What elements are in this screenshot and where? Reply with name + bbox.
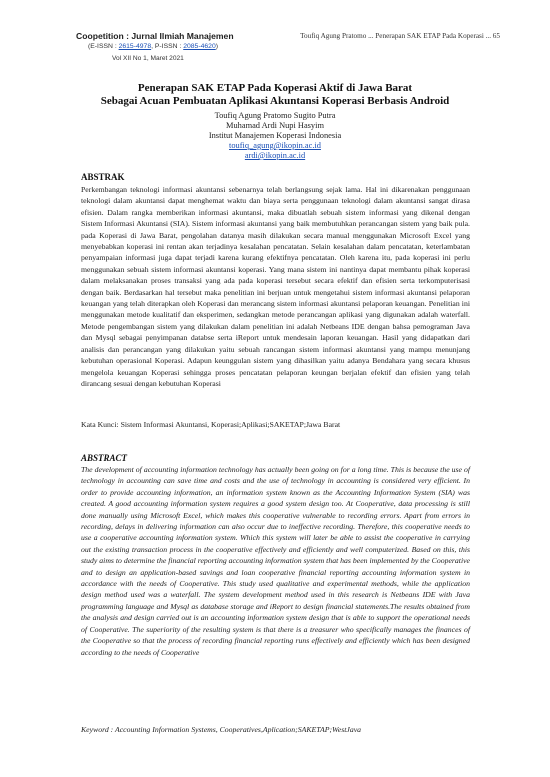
author-2: Muhamad Ardi Nupi Hasyim bbox=[226, 121, 324, 130]
journal-name: Coopetition : Jurnal Ilmiah Manajemen bbox=[76, 31, 234, 41]
abstrak-heading: ABSTRAK bbox=[81, 172, 125, 182]
abstrak-text: Perkembangan teknologi informasi akuntansi sebenarnya telah berlangsung sejak lama. Hal ini dikarenakan penggunaan teknologi dalam akuntansi dapat menghemat waktu dan biaya serta penggunaan teknologi dalam akuntansi sangat dirasa efisien. Dalam rangka memberikan informasi akuntansi, maka dibuatlah sebuah sistem informasi yang dikenal dengan Sistem Informasi Akuntansi (SIA). Sistem informasi akuntansi yang baik membutuhkan perancangan sistem yang baik pula. pada Koperasi di Jawa Barat, pengolahan datanya masih dilakukan secara manual menggunakan Microsoft Excel yang menyebabkan koperasi ini rentan akan terjadinya kesalahan pencatatan. Selain kesalahan dalam pencatatan, keterlambatan penyampaian informasi juga dapat terjadi karena kurang efektifnya pencatatan. Oleh karena itu, pada koperasi ini perlu menggunakan sebuah sistem informasi akuntansi koperasi. Yang mana sistem ini nantinya dapat membantu pihak koperasi dalam melaksanakan proses transaksi yang ada pada koperasi tersebut secara efektif dan efisien serta terkomputerisasi dengan baik. Berdasarkan hal tersebut maka penelitian ini berjuan untuk mengetahui sistem informasi akuntansi pelaporan keuangan yang telah diterapkan oleh Koperasi dan merancang sistem informasi akuntansi pelaporan keuangan. Penelitian ini menggunakan metode kualitatif dan eksperimen, sedangkan metode perancangan aplikasi yang digunakan adalah waterfall. Metode pengembangan sistem yang dilakukan dalam penelitian ini adalah Netbeans IDE dengan bahsa pemograman Java dan Mysql sebagai penyimpanan databse serta iReport untuk mendesain laporan keuangan. Hasil yang didapatkan dari analisis dan perancangan yang dilakukan yaitu sebuah rancangan sistem informasi akuntansi yang mampu menunjang kebutuhan operasional Koperasi. Adapun keunggulan sistem yang dihasilkan yaitu adanya Bendahara yang secara khusus mengelola keuangan Koperasi sehingga proses pencatatan pelaporan keungan berjalan efektif dan efisien yang telah dirancang sesuai dengan kebutuhan Koperasi bbox=[81, 185, 470, 388]
volume-info: Vol XII No 1, Maret 2021 bbox=[112, 55, 184, 62]
author-1: Toufiq Agung Pratomo Sugito Putra bbox=[214, 111, 336, 120]
kata-kunci: Kata Kunci: Sistem Informasi Akuntansi, Koperasi;Aplikasi;SAKETAP;Jawa Barat bbox=[81, 420, 341, 429]
issn-mid: , P-ISSN : bbox=[151, 43, 184, 50]
paper-title-line-1: Penerapan SAK ETAP Pada Koperasi Aktif di Jawa Barat bbox=[137, 82, 413, 94]
issn-line bbox=[88, 43, 218, 50]
email-link-1[interactable]: toufiq_agung@ikopin.ac.id bbox=[229, 141, 321, 150]
email-line-2 bbox=[60, 151, 490, 161]
abstract-text: The development of accounting information technology has actually been going on for a long time. This is because the use of technology in accounting can save time and costs and the use of technology in accounting is considered very efficient. In order to provide accounting information, an information system known as the Accounting Information System (SIA) was created. A good accounting information system requires a good system design too. At Cooperative, data processing is still done manually using Microsoft Excel, which makes this cooperative vulnerable to recording errors. Apart from errors in recording, delays in delivering information can also occur due to ineffective recording. Therefore, this cooperative needs to use a cooperative accounting information system. Which this system will later be able to assist the cooperative in carrying out the existing transaction process in the cooperative effectively and efficiently and well computerized. Based on this, this study aims to determine the financial reporting accounting information system that has been implemented by the Cooperative and to design an application-based savings and loan cooperative financial reporting accounting information system in accordance with the needs of Cooperative. This study used qualitative and experimental methods, while the application design method used was a waterfall. The system development method used in this research is Netbeans IDE with Java programming language and Mysql as database storage and iReport to design financial statements.The results obtained from the analysis and design carried out is an accounting information system design that is able to support the operational needs of Cooperative. The superiority of the resulting system is that there is a treasurer who specifically manages the finances of the Cooperative so that the process of recording financial reporting runs effectively and efficiently which has been designed according to the needs of Cooperative bbox=[81, 465, 470, 657]
issn-prefix: (E-ISSN : bbox=[88, 43, 119, 50]
abstract-heading: ABSTRACT bbox=[81, 453, 128, 463]
paper-title-line-2: Sebagai Acuan Pembuatan Aplikasi Akuntansi Koperasi Berbasis Android bbox=[100, 95, 450, 107]
keywords-english: Keyword : Accounting Information Systems, Cooperatives,Aplication;SAKETAP;WestJava bbox=[81, 725, 362, 734]
eissn-link[interactable]: 2615-4978 bbox=[118, 43, 152, 50]
issn-suffix: ) bbox=[215, 43, 218, 50]
email-line-1 bbox=[60, 141, 490, 151]
running-head: Toufiq Agung Pratomo ... Penerapan SAK ETAP Pada Koperasi ... 65 bbox=[300, 32, 500, 40]
email-link-2[interactable]: ardi@ikopin.ac.id bbox=[244, 151, 306, 160]
pissn-link[interactable]: 2085-4620 bbox=[183, 43, 216, 50]
institution: Institut Manajemen Koperasi Indonesia bbox=[208, 131, 342, 140]
